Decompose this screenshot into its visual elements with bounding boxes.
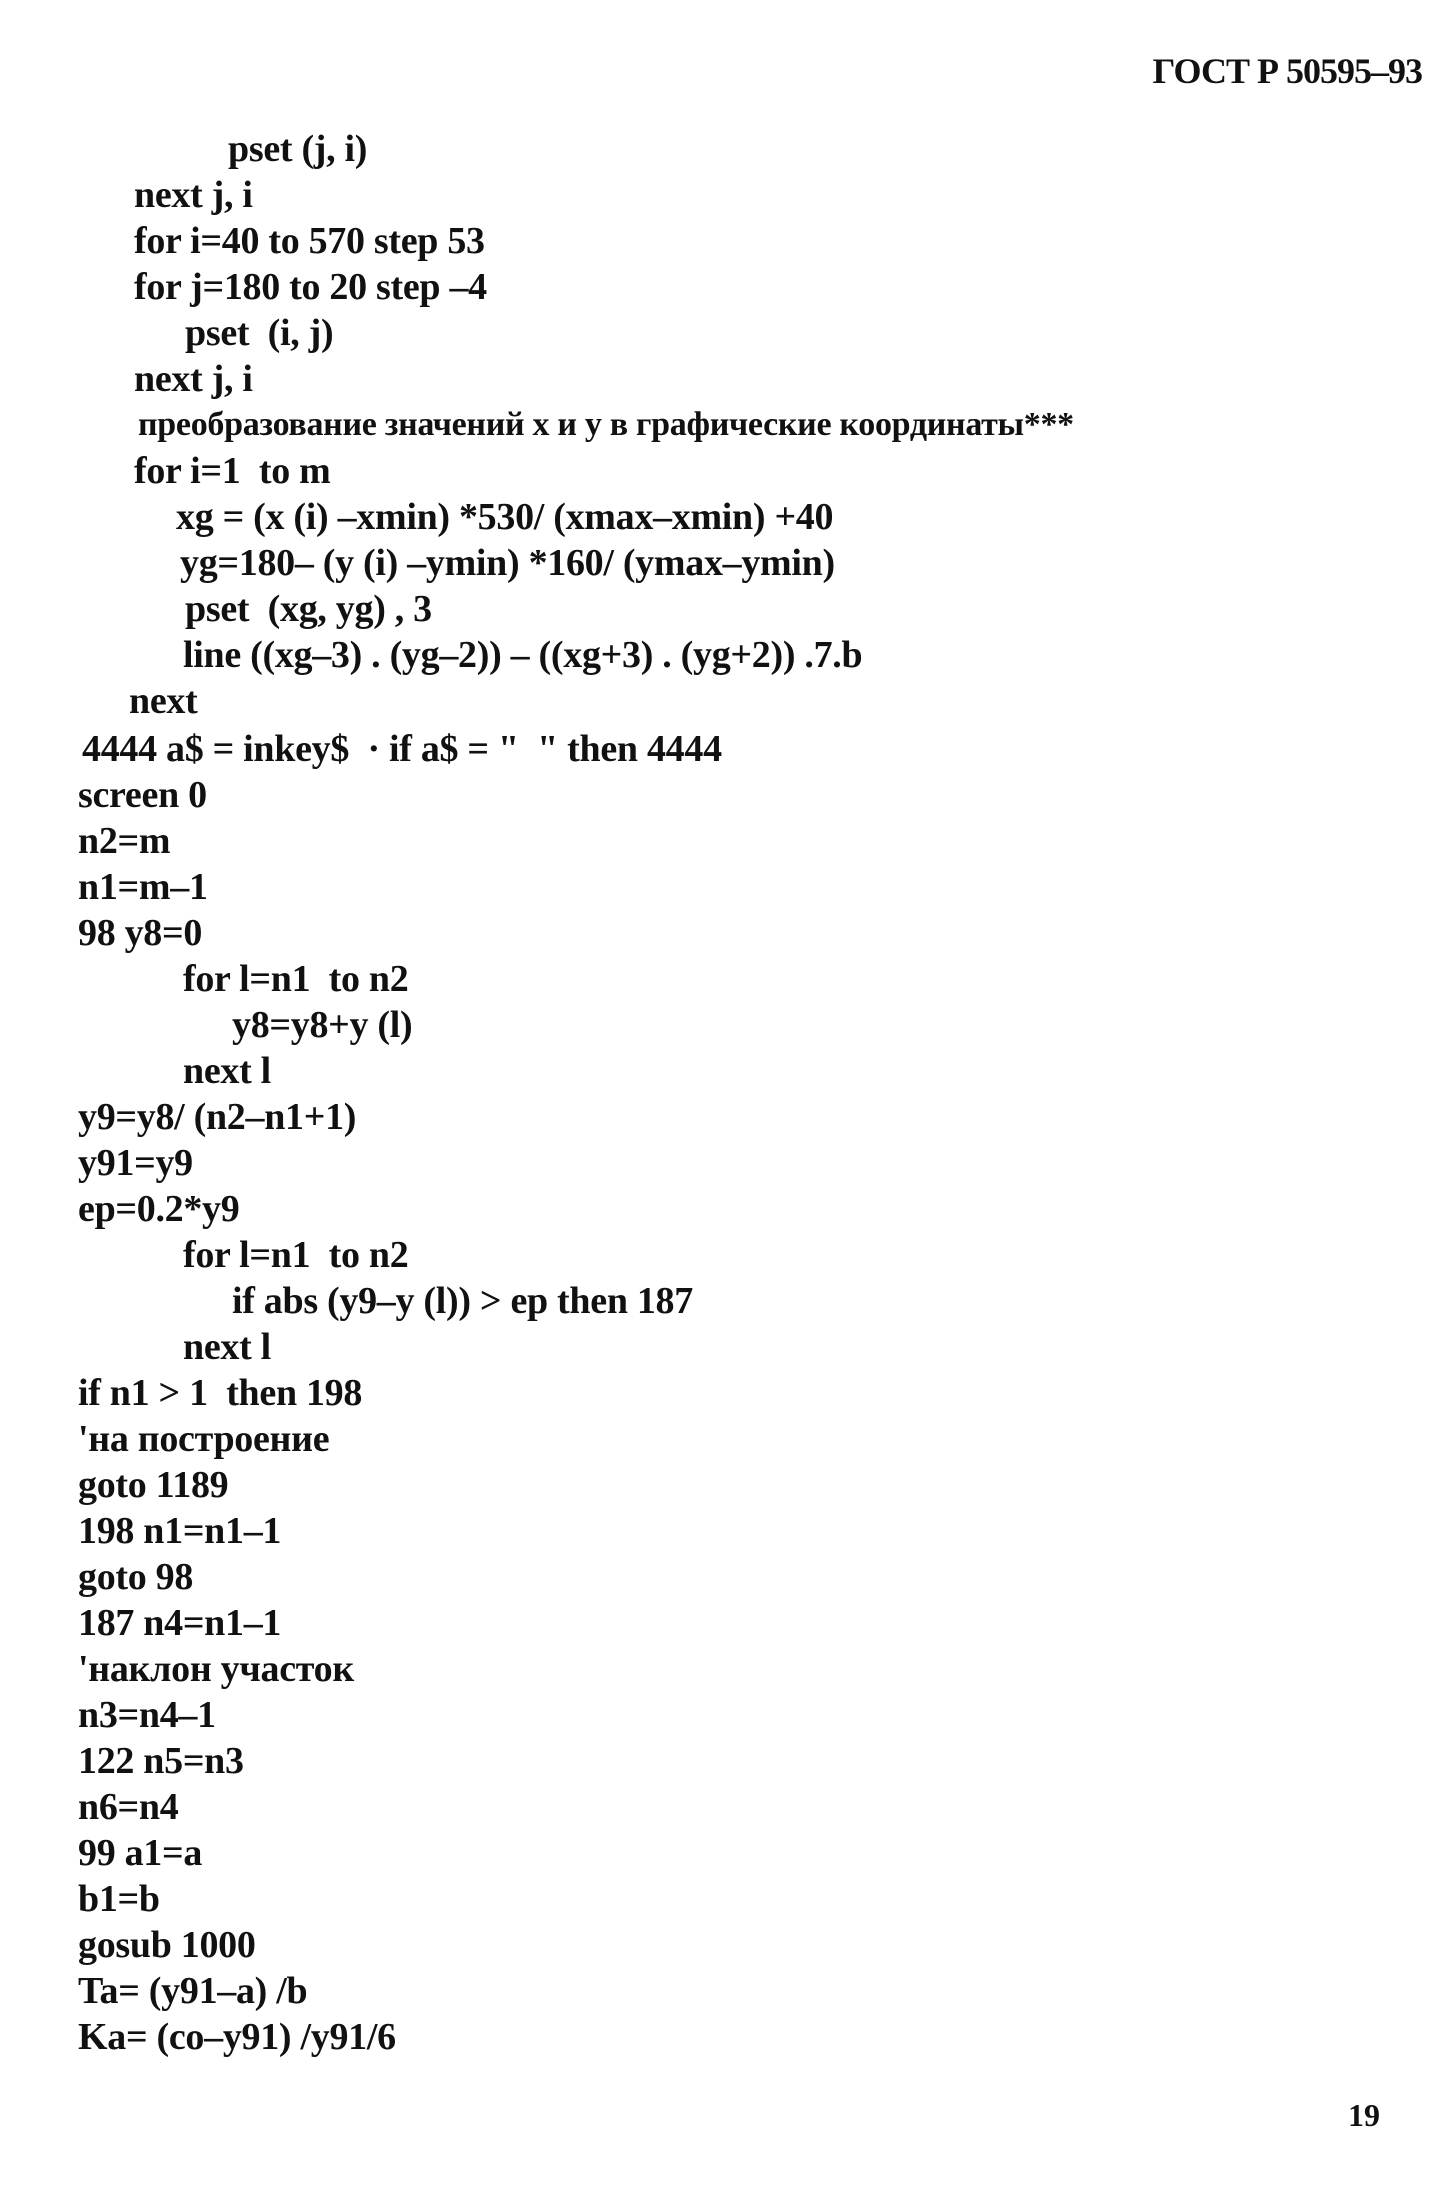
code-line: next l	[183, 1050, 271, 1092]
code-line: if n1 > 1 then 198	[78, 1372, 363, 1414]
code-line: 4444 a$ = inkey$ · if a$ = " " then 4444	[82, 728, 722, 770]
code-line: Ta= (y91–a) /b	[78, 1970, 308, 2012]
code-line: yg=180– (y (i) –ymin) *160/ (ymax–ymin)	[180, 542, 835, 584]
code-line: line ((xg–3) . (yg–2)) – ((xg+3) . (yg+2)) .7.b	[183, 634, 863, 676]
code-line: screen 0	[78, 774, 207, 816]
code-line: Ka= (co–y91) /y91/6	[78, 2016, 396, 2058]
code-line: n6=n4	[78, 1786, 179, 1828]
code-line: next j, i	[134, 358, 253, 400]
code-line: for l=n1 to n2	[183, 958, 409, 1000]
code-line: next j, i	[134, 174, 253, 216]
code-line: xg = (x (i) –xmin) *530/ (xmax–xmin) +40	[176, 496, 834, 538]
code-line: преобразование значений x и y в графические координаты***	[138, 406, 1074, 443]
code-line: for i=1 to m	[134, 450, 331, 492]
code-line: ep=0.2*y9	[78, 1188, 240, 1230]
code-line: goto 98	[78, 1556, 194, 1598]
code-line: for l=n1 to n2	[183, 1234, 409, 1276]
code-line: 98 y8=0	[78, 912, 203, 954]
code-line: n1=m–1	[78, 866, 208, 908]
code-line: n2=m	[78, 820, 171, 862]
code-line: next l	[183, 1326, 271, 1368]
code-line: 'на построение	[78, 1418, 330, 1460]
code-line: pset (j, i)	[228, 128, 368, 170]
code-line: if abs (y9–y (l)) > ep then 187	[232, 1280, 693, 1322]
code-line: b1=b	[78, 1878, 160, 1920]
code-line: n3=n4–1	[78, 1694, 216, 1736]
code-line: gosub 1000	[78, 1924, 256, 1966]
code-line: 'наклон участок	[78, 1648, 354, 1690]
code-line: goto 1189	[78, 1464, 229, 1506]
page-number: 19	[1348, 2097, 1380, 2133]
code-line: y9=y8/ (n2–n1+1)	[78, 1096, 357, 1138]
code-line: 187 n4=n1–1	[78, 1602, 282, 1644]
document-number: ГОСТ Р 50595–93	[1152, 51, 1422, 91]
code-line: for j=180 to 20 step –4	[134, 266, 487, 308]
code-line: y91=y9	[78, 1142, 193, 1184]
code-line: pset (i, j)	[185, 312, 334, 354]
code-line: 198 n1=n1–1	[78, 1510, 282, 1552]
code-line: for i=40 to 570 step 53	[134, 220, 485, 262]
code-line: pset (xg, yg) , 3	[185, 588, 432, 630]
code-line: 99 a1=a	[78, 1832, 203, 1874]
code-line: next	[129, 680, 198, 722]
code-line: y8=y8+y (l)	[232, 1004, 413, 1046]
code-line: 122 n5=n3	[78, 1740, 244, 1782]
